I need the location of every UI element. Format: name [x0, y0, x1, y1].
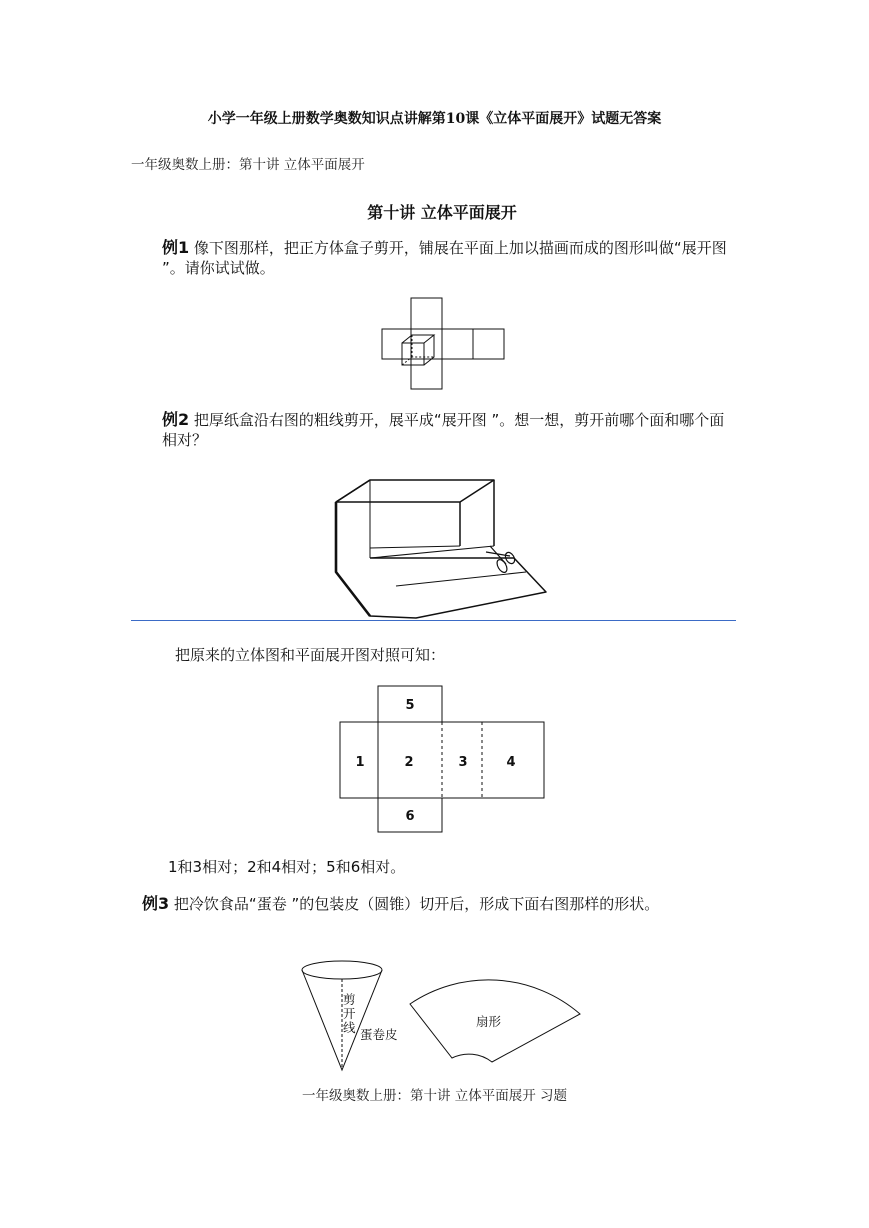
- example-3-label: 例3: [142, 894, 170, 913]
- lecture-title: 第十讲 立体平面展开: [367, 203, 517, 222]
- net-square-center: [411, 329, 442, 359]
- example-3: [142, 894, 734, 914]
- unfolded-net-figure: [336, 682, 550, 836]
- net-square-top: [411, 298, 442, 329]
- cut-line-label-2: 开: [343, 1006, 356, 1021]
- net-label-1: 1: [355, 755, 365, 770]
- box-cutting-figure: [330, 468, 560, 624]
- cone-sector-figure: [298, 958, 584, 1074]
- cut-line-label-1: 剪: [343, 992, 356, 1007]
- net-label-4: 4: [506, 755, 516, 770]
- net-square-far-right: [473, 329, 504, 359]
- answer-text: 1和3相对；2和4相对；5和6相对。: [168, 858, 406, 876]
- net-label-5: 5: [405, 698, 415, 713]
- example-3-text: 把冷饮食品“蛋卷 ”的包装皮（圆锥）切开后，形成下面右图那样的形状。: [173, 895, 660, 913]
- example-2-label: 例2: [162, 410, 190, 429]
- cube-net-figure: [378, 295, 508, 391]
- document-title: 小学一年级上册数学奥数知识点讲解第10课《立体平面展开》试题无答案: [207, 111, 662, 127]
- net-label-2: 2: [404, 755, 414, 770]
- subtitle: 一年级奥数上册：第十讲 立体平面展开: [131, 157, 365, 173]
- example-1: [162, 238, 734, 278]
- footer-text: 一年级奥数上册：第十讲 立体平面展开 习题: [301, 1088, 568, 1104]
- example-1-text: 像下图那样，把正方体盒子剪开，铺展在平面上加以描画而成的图形叫做“展开图 ”。请你试试做。: [162, 239, 727, 277]
- example-2-text: 把厚纸盒沿右图的粗线剪开，展平成“展开图 ”。想一想，剪开前哪个面和哪个面相对？: [162, 411, 725, 449]
- cut-line-label-3: 线: [343, 1020, 356, 1035]
- skin-label: 蛋卷皮: [360, 1027, 398, 1042]
- compare-text: 把原来的立体图和平面展开图对照可知：: [175, 646, 446, 664]
- cone-rim: [302, 961, 382, 979]
- sector-label: 扇形: [476, 1014, 502, 1029]
- example-1-label: 例1: [162, 238, 190, 257]
- example-2: [162, 410, 734, 450]
- net-label-3: 3: [458, 755, 468, 770]
- scissors-icon: [486, 546, 516, 574]
- net-label-6: 6: [405, 809, 415, 824]
- section-divider: [131, 620, 736, 621]
- net-square-right: [442, 329, 473, 359]
- net-square-left: [382, 329, 411, 359]
